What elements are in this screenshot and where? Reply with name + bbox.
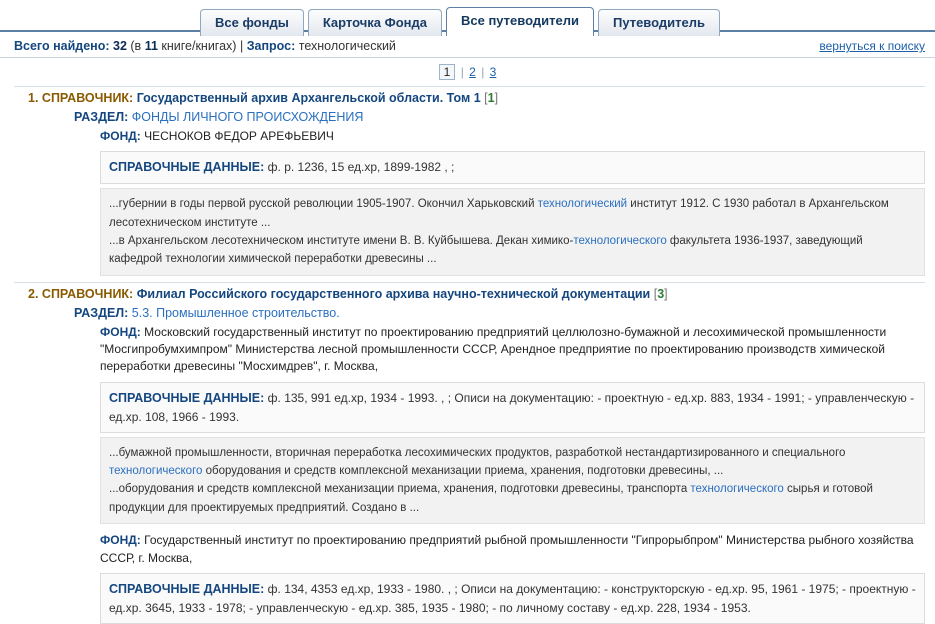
back-to-search-link[interactable]: вернуться к поиску	[819, 39, 925, 53]
snippet-part: факультета 1936-1937, заведующий кафедрой технологии химической переработки древесины ...	[109, 234, 863, 266]
snippet-part: сырья и готовой продукции для проектируемых предприятий. Создано в ...	[109, 483, 873, 514]
record-kind-label: СПРАВОЧНИК:	[41, 91, 134, 105]
record-title[interactable]: Государственный архив Архангельской области. Том 1	[136, 91, 481, 105]
record-body	[14, 107, 925, 276]
tab-label: Все фонды	[215, 15, 289, 30]
fond-label: ФОНД:	[100, 533, 141, 548]
snippet-line	[109, 195, 916, 232]
fond-name: ЧЕСНОКОВ ФЕДОР АРЕФЬЕВИЧ	[144, 129, 334, 143]
fond-name: Государственный институт по проектированию предприятий рыбной промышленности "Гипрорыбпром" Министерства рыбного хозяйства СССР, г. Москва,	[100, 533, 914, 565]
record-number: 1.	[28, 91, 39, 105]
tab-bar	[0, 0, 935, 32]
reference-data-text: ф. 135, 991 ед.хр, 1934 - 1993. , ; Описи на документацию: - проектную - ед.хр. 883, 1934 - 1991; - управленческую - ед.хр. 108, 1966 - 1993.	[109, 390, 915, 424]
snippet-part: институт 1912. С 1930 работал в Архангельском лесотехническом институте ...	[109, 198, 889, 229]
section-label: РАЗДЕЛ:	[74, 305, 129, 320]
reference-data-label: СПРАВОЧНЫЕ ДАННЫЕ:	[109, 160, 265, 175]
pager-separator: |	[460, 65, 464, 79]
snippet-part: ...оборудования и средств комплексной механизации приема, хранения, подготовки древесины, транспорта	[109, 483, 691, 496]
section-row	[74, 303, 925, 322]
in-text: (в	[130, 39, 142, 53]
query-value: технологический	[298, 39, 396, 53]
tab-label: Все путеводители	[460, 13, 579, 28]
page-link-3[interactable]: 3	[489, 65, 497, 79]
found-count: 32	[113, 39, 127, 53]
section-name[interactable]: 5.3. Промышленное строительство.	[131, 305, 340, 320]
reference-data-box	[100, 382, 925, 433]
record-kind-label: СПРАВОЧНИК:	[41, 286, 134, 301]
tab-label: Карточка Фонда	[322, 15, 427, 30]
record-hit-count: 3	[657, 286, 665, 301]
record-number: 2.	[28, 286, 39, 301]
snippet-line	[109, 444, 916, 481]
snippet-line	[109, 480, 916, 517]
fond-row	[74, 530, 925, 569]
page-link-2[interactable]: 2	[469, 65, 476, 79]
reference-data-box	[100, 573, 925, 624]
reference-data-box	[100, 151, 925, 184]
section-row	[74, 107, 925, 126]
reference-data-label: СПРАВОЧНЫЕ ДАННЫЕ:	[109, 581, 265, 596]
snippet-line	[109, 232, 916, 269]
snippet-highlight: технологического	[573, 234, 667, 247]
record-title[interactable]: Филиал Российского государственного архива научно-технической документации	[136, 286, 651, 301]
fond-row	[74, 126, 925, 147]
results-list	[0, 84, 935, 624]
snippet-part: ...в Архангельском лесотехническом институте имени В. В. Куйбышева. Декан химико-	[109, 234, 574, 247]
reference-data-label: СПРАВОЧНЫЕ ДАННЫЕ:	[109, 390, 265, 405]
tab-label: Путеводитель	[612, 15, 705, 30]
snippet-part: ...бумажной промышленности, вторичная переработка лесохимических продуктов, разработкой нестандартизированного и специального	[109, 446, 846, 459]
record-hit-count: 1	[487, 91, 495, 105]
record-header: 1. СПРАВОЧНИК: Государственный архив Архангельской области. Том 1 [1]	[14, 86, 925, 107]
snippet-part: ...губернии в годы первой русской революции 1905-1907. Окончил Харьковский	[109, 198, 538, 211]
snippet-highlight: технологического	[690, 483, 784, 496]
reference-data-text: ф. р. 1236, 15 ед.хр, 1899-1982 , ;	[267, 160, 455, 175]
snippet-highlight: технологического	[109, 465, 203, 478]
pagination	[0, 58, 935, 84]
record-body	[14, 303, 925, 624]
summary-divider: |	[239, 39, 244, 53]
query-label: Запрос:	[246, 39, 296, 53]
result-record	[14, 282, 925, 624]
books-word: книге/книгах)	[161, 39, 237, 53]
snippet-part: оборудования и средств комплексной механизации приема, хранения, подготовки древесины, ...	[202, 465, 724, 478]
section-name[interactable]: ФОНДЫ ЛИЧНОГО ПРОИСХОЖДЕНИЯ	[131, 110, 364, 124]
tab-all-guides[interactable]	[446, 7, 594, 36]
snippet-highlight: технологический	[537, 198, 628, 211]
snippet-box	[100, 437, 925, 525]
fond-name: Московский государственный институт по проектированию предприятий целлюлозно-бумажной и лесохимической промышленности "Мосгипробумхимпром" Министерства лесной промышленности СССР, Арендное предприятие по проектированию производств химической переработки древесины "Мосхимдрев", г. Москва,	[100, 324, 887, 374]
pager-separator: |	[481, 65, 485, 79]
fond-label: ФОНД:	[100, 129, 141, 143]
fond-label: ФОНД:	[100, 324, 141, 339]
books-count: 11	[144, 39, 158, 53]
snippet-box	[100, 188, 925, 276]
reference-data-text: ф. 134, 4353 ед.хр, 1933 - 1980. , ; Описи на документацию: - конструкторскую - ед.хр. 95, 1961 - 1975; - проектную - ед.хр. 3645, 1933 - 1978; - управленческую - ед.хр. 385, 1935 - 1980; - по личному составу - ед.хр. 228, 1934 - 1953.	[109, 581, 916, 615]
tab-list	[200, 0, 935, 32]
record-header: 2. СПРАВОЧНИК: Филиал Российского государственного архива научно-технической документации [3]	[14, 282, 925, 303]
section-label: РАЗДЕЛ:	[74, 110, 129, 124]
fond-row	[74, 322, 925, 378]
result-record	[14, 86, 925, 276]
found-label: Всего найдено:	[14, 39, 110, 53]
page-link-1[interactable]: 1	[439, 64, 456, 80]
